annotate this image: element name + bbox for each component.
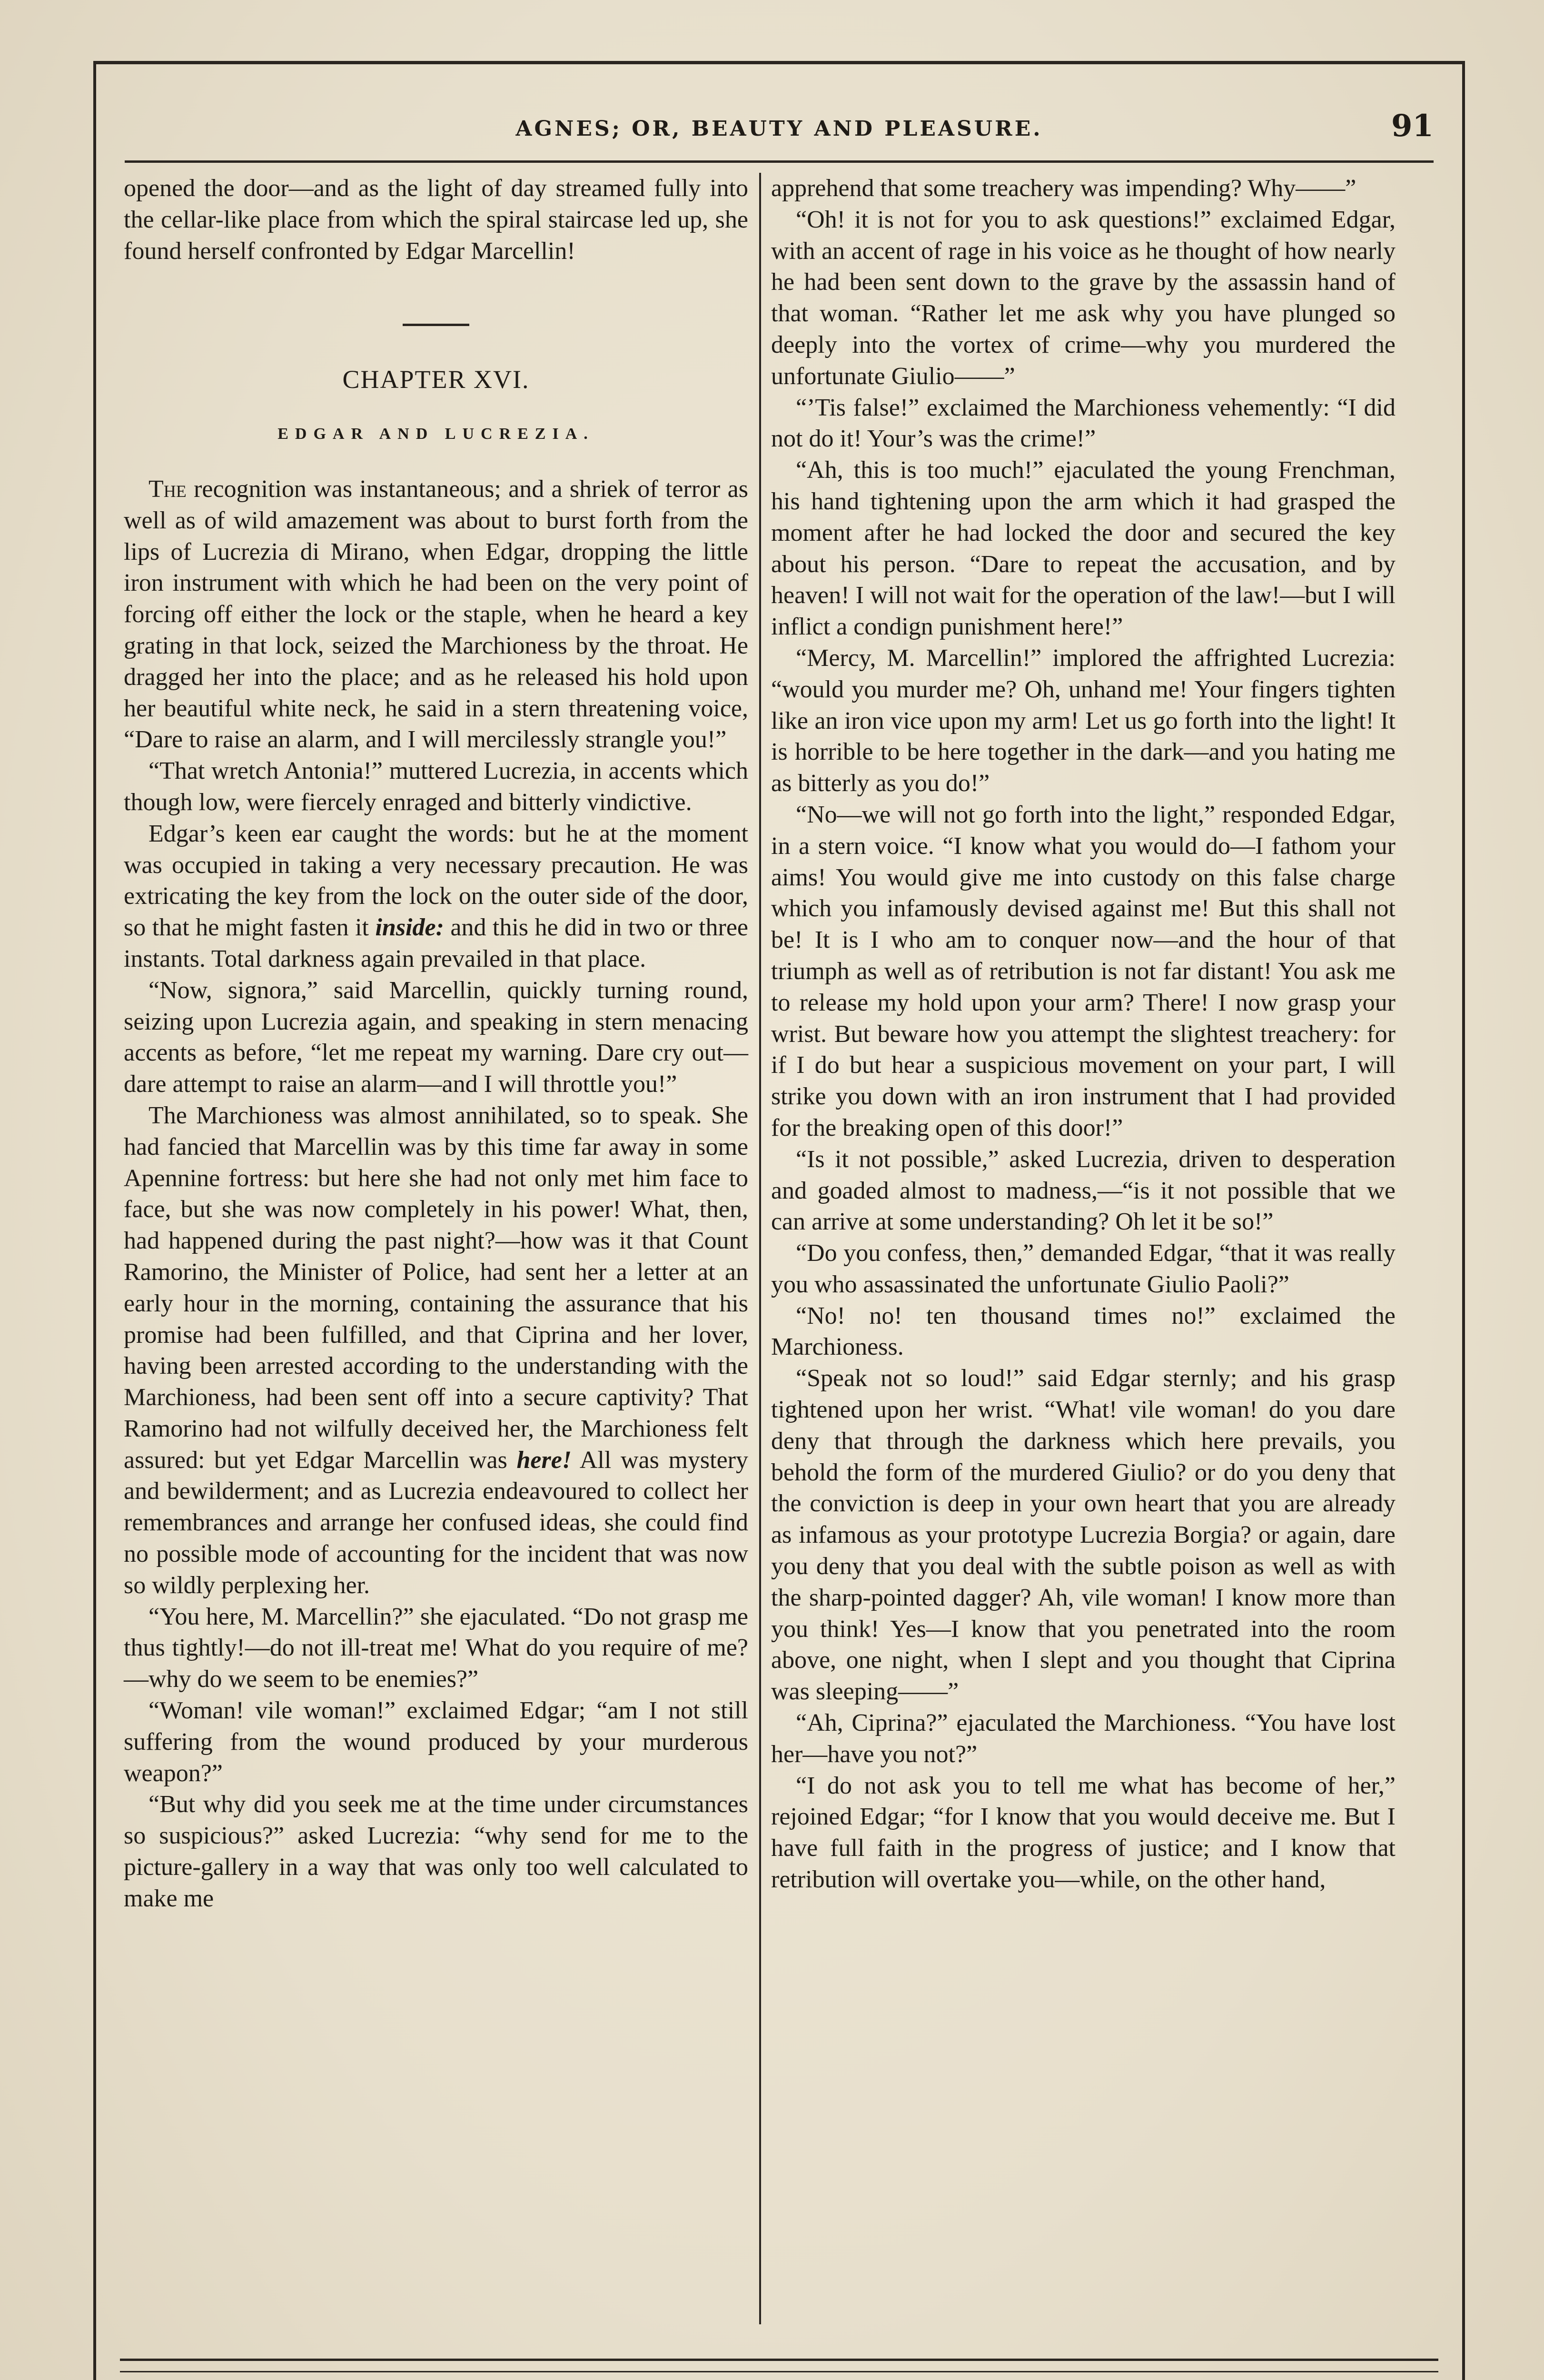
chapter-title: CHAPTER XVI. xyxy=(342,365,530,394)
paragraph: “No—we will not go forth into the light,” responded Edgar, in a stern voice. “I know what you would do—I fathom your aims! You would give me into custody on this false charge which you infamously devised against me! But this shall not be! It is I who am to conquer now—and the hour of that triumph as well as of retribution is not far distant! You ask me to release my hold upon your arm? There! I now grasp your wrist. But beware how you attempt the slightest treachery: for if I do but hear a suspicious movement on your part, I will strike you down with an iron instrument that I had provided for the breaking open of this door!” xyxy=(771,801,1396,1141)
column-divider xyxy=(759,173,761,2324)
page-header xyxy=(125,89,1434,163)
paragraph-text: Edgar’s keen ear caught the words: but he at the moment was occupied in taking a very necessary precaution. He was extricating the key from the lock on the outer side of the door, so that he might fasten it xyxy=(124,820,748,942)
paragraph: “Is it not possible,” asked Lucrezia, driven to desperation and goaded almost to madness,—“is it not possible that we can arrive at some understanding? Oh let it be so!” xyxy=(771,1145,1396,1236)
paragraph: “No! no! ten thousand times no!” exclaimed the Marchioness. xyxy=(771,1302,1396,1361)
right-column xyxy=(771,173,1396,1895)
paragraph: “Now, signora,” said Marcellin, quickly turning round, seizing upon Lucrezia again, and speaking in stern menacing accents as before, “let me repeat my warning. Dare cry out—dare attempt to raise an alarm—and I will throttle you!” xyxy=(124,976,748,1098)
paragraph: “You here, M. Marcellin?” she ejaculated. “Do not grasp me thus tightly!—do not ill-treat me! What do you require of me?—why do we seem to be enemies?” xyxy=(124,1603,748,1693)
section-separator xyxy=(403,324,469,326)
emphasis: here! xyxy=(516,1446,572,1474)
emphasis: inside: xyxy=(375,914,444,942)
paragraph: “That wretch Antonia!” muttered Lucrezia, in accents which though low, were fiercely enraged and bitterly vindictive. xyxy=(124,757,748,816)
left-column xyxy=(124,173,748,1914)
chapter-subtitle: EDGAR AND LUCREZIA. xyxy=(277,425,594,443)
page-number: 91 xyxy=(1391,108,1434,144)
paragraph: “I do not ask you to tell me what has become of her,” rejoined Edgar; “for I know that you would deceive me. But I have full faith in the progress of justice; and I know that retribution will overtake you—while, on the other hand, xyxy=(771,1772,1396,1894)
paragraph xyxy=(124,1100,748,1601)
paragraph-text: recognition was instantaneous; and a shriek of terror as well as of wild amazement was about to burst forth from the lips of Lucrezia di Mirano, when Edgar, dropping the little iron instrument with which he had been on the very point of forcing off either the lock or the staple, when he heard a key grating in that lock, seized the Marchioness by the throat. He dragged her into the place; and as he released his hold upon her beautiful white neck, he said in a stern threatening voice, “Dare to raise an alarm, and I will mercilessly strangle you!” xyxy=(124,475,748,754)
drop-lead-word: The xyxy=(148,475,187,503)
running-title: AGNES; OR, BEAUTY AND PLEASURE. xyxy=(515,117,1043,141)
bottom-rule-thin xyxy=(120,2371,1438,2372)
paragraph: “Do you confess, then,” demanded Edgar, “that it was really you who assassinated the unfortunate Giulio Paoli?” xyxy=(771,1240,1396,1298)
paragraph: “Woman! vile woman!” exclaimed Edgar; “am I not still suffering from the wound produced by your murderous weapon?” xyxy=(124,1697,748,1787)
paragraph: “But why did you seek me at the time under circumstances so suspicious?” asked Lucrezia: “why send for me to the picture-gallery in a way that was only too well calculated to make me xyxy=(124,1791,748,1912)
paragraph-text: and this he did in two or three instants. Total darkness again prevailed in that place. xyxy=(124,914,749,972)
paragraph: “Oh! it is not for you to ask questions!” exclaimed Edgar, with an accent of rage in his voice as he thought of how nearly he had been sent down to the grave by the assassin hand of that woman. “Rather let me ask why you have plunged so deeply into the vortex of crime—why you murdered the unfortunate Giulio——” xyxy=(771,206,1396,390)
paragraph xyxy=(124,818,748,975)
paragraph-text: The Marchioness was almost annihilated, so to speak. She had fancied that Marcellin was by this time far away in some Apennine fortress: but here she had not only met him face to face, but she was now completely in his power! What, then, had happened during the past night?—how was it that Count Ramorino, the Minister of Police, had sent her a letter at an early hour in the morning, containing the assurance that his promise had been fulfilled, and that Ciprina and her lover, having been arrested according to the understanding with the Marchioness, had been sent off into a secure captivity? That Ramorino had not wilfully deceived her, the Marchioness felt assured: but yet Edgar Marcellin was xyxy=(124,1101,748,1474)
paragraph: “Ah, Ciprina?” ejaculated the Marchioness. “You have lost her—have you not?” xyxy=(771,1709,1396,1768)
paragraph-text: All was mystery and bewilderment; and as Lucrezia endeavoured to collect her remembrances and arrange her confused ideas, she could find no possible mode of accounting for the incident that was now so wildly perplexing her. xyxy=(124,1446,748,1599)
paragraph xyxy=(124,474,748,755)
paragraph: “Mercy, M. Marcellin!” implored the affrighted Lucrezia: “would you murder me? Oh, unhand me! Your fingers tighten like an iron vice upon my arm! Let us go forth into the light! It is horrible to be here together in the dark—and you hating me as bitterly as you do!” xyxy=(771,644,1396,797)
paragraph: opened the door—and as the light of day streamed fully into the cellar-like place from which the spiral staircase led up, she found herself confronted by Edgar Marcellin! xyxy=(124,175,748,265)
paragraph: “Ah, this is too much!” ejaculated the young Frenchman, his hand tightening upon the arm which it had grasped the moment after he had locked the door and secured the key about his person. “Dare to repeat the accusation, and by heaven! I will not wait for the operation of the law!—but I will inflict a condign punishment here!” xyxy=(771,456,1396,641)
paragraph: “’Tis false!” exclaimed the Marchioness vehemently: “I did not do it! Your’s was the crime!” xyxy=(771,394,1396,453)
paragraph: “Speak not so loud!” said Edgar sternly; and his grasp tightened upon her wrist. “What! vile woman! do you dare deny that through the darkness which here prevails, you behold the form of the murdered Giulio? or do you deny that the conviction is deep in your own heart that you are already as infamous as your prototype Lucrezia Borgia? or again, dare you deny that you deal with the subtle poison as well as with the sharp-pointed dagger? Ah, vile woman! I know more than you think! Yes—I know that you penetrated into the room above, one night, when I slept and you thought that Ciprina was sleeping——” xyxy=(771,1365,1396,1706)
paragraph: apprehend that some treachery was impending? Why——” xyxy=(771,175,1356,202)
bottom-rule xyxy=(120,2359,1438,2361)
page-frame xyxy=(93,61,1465,2380)
